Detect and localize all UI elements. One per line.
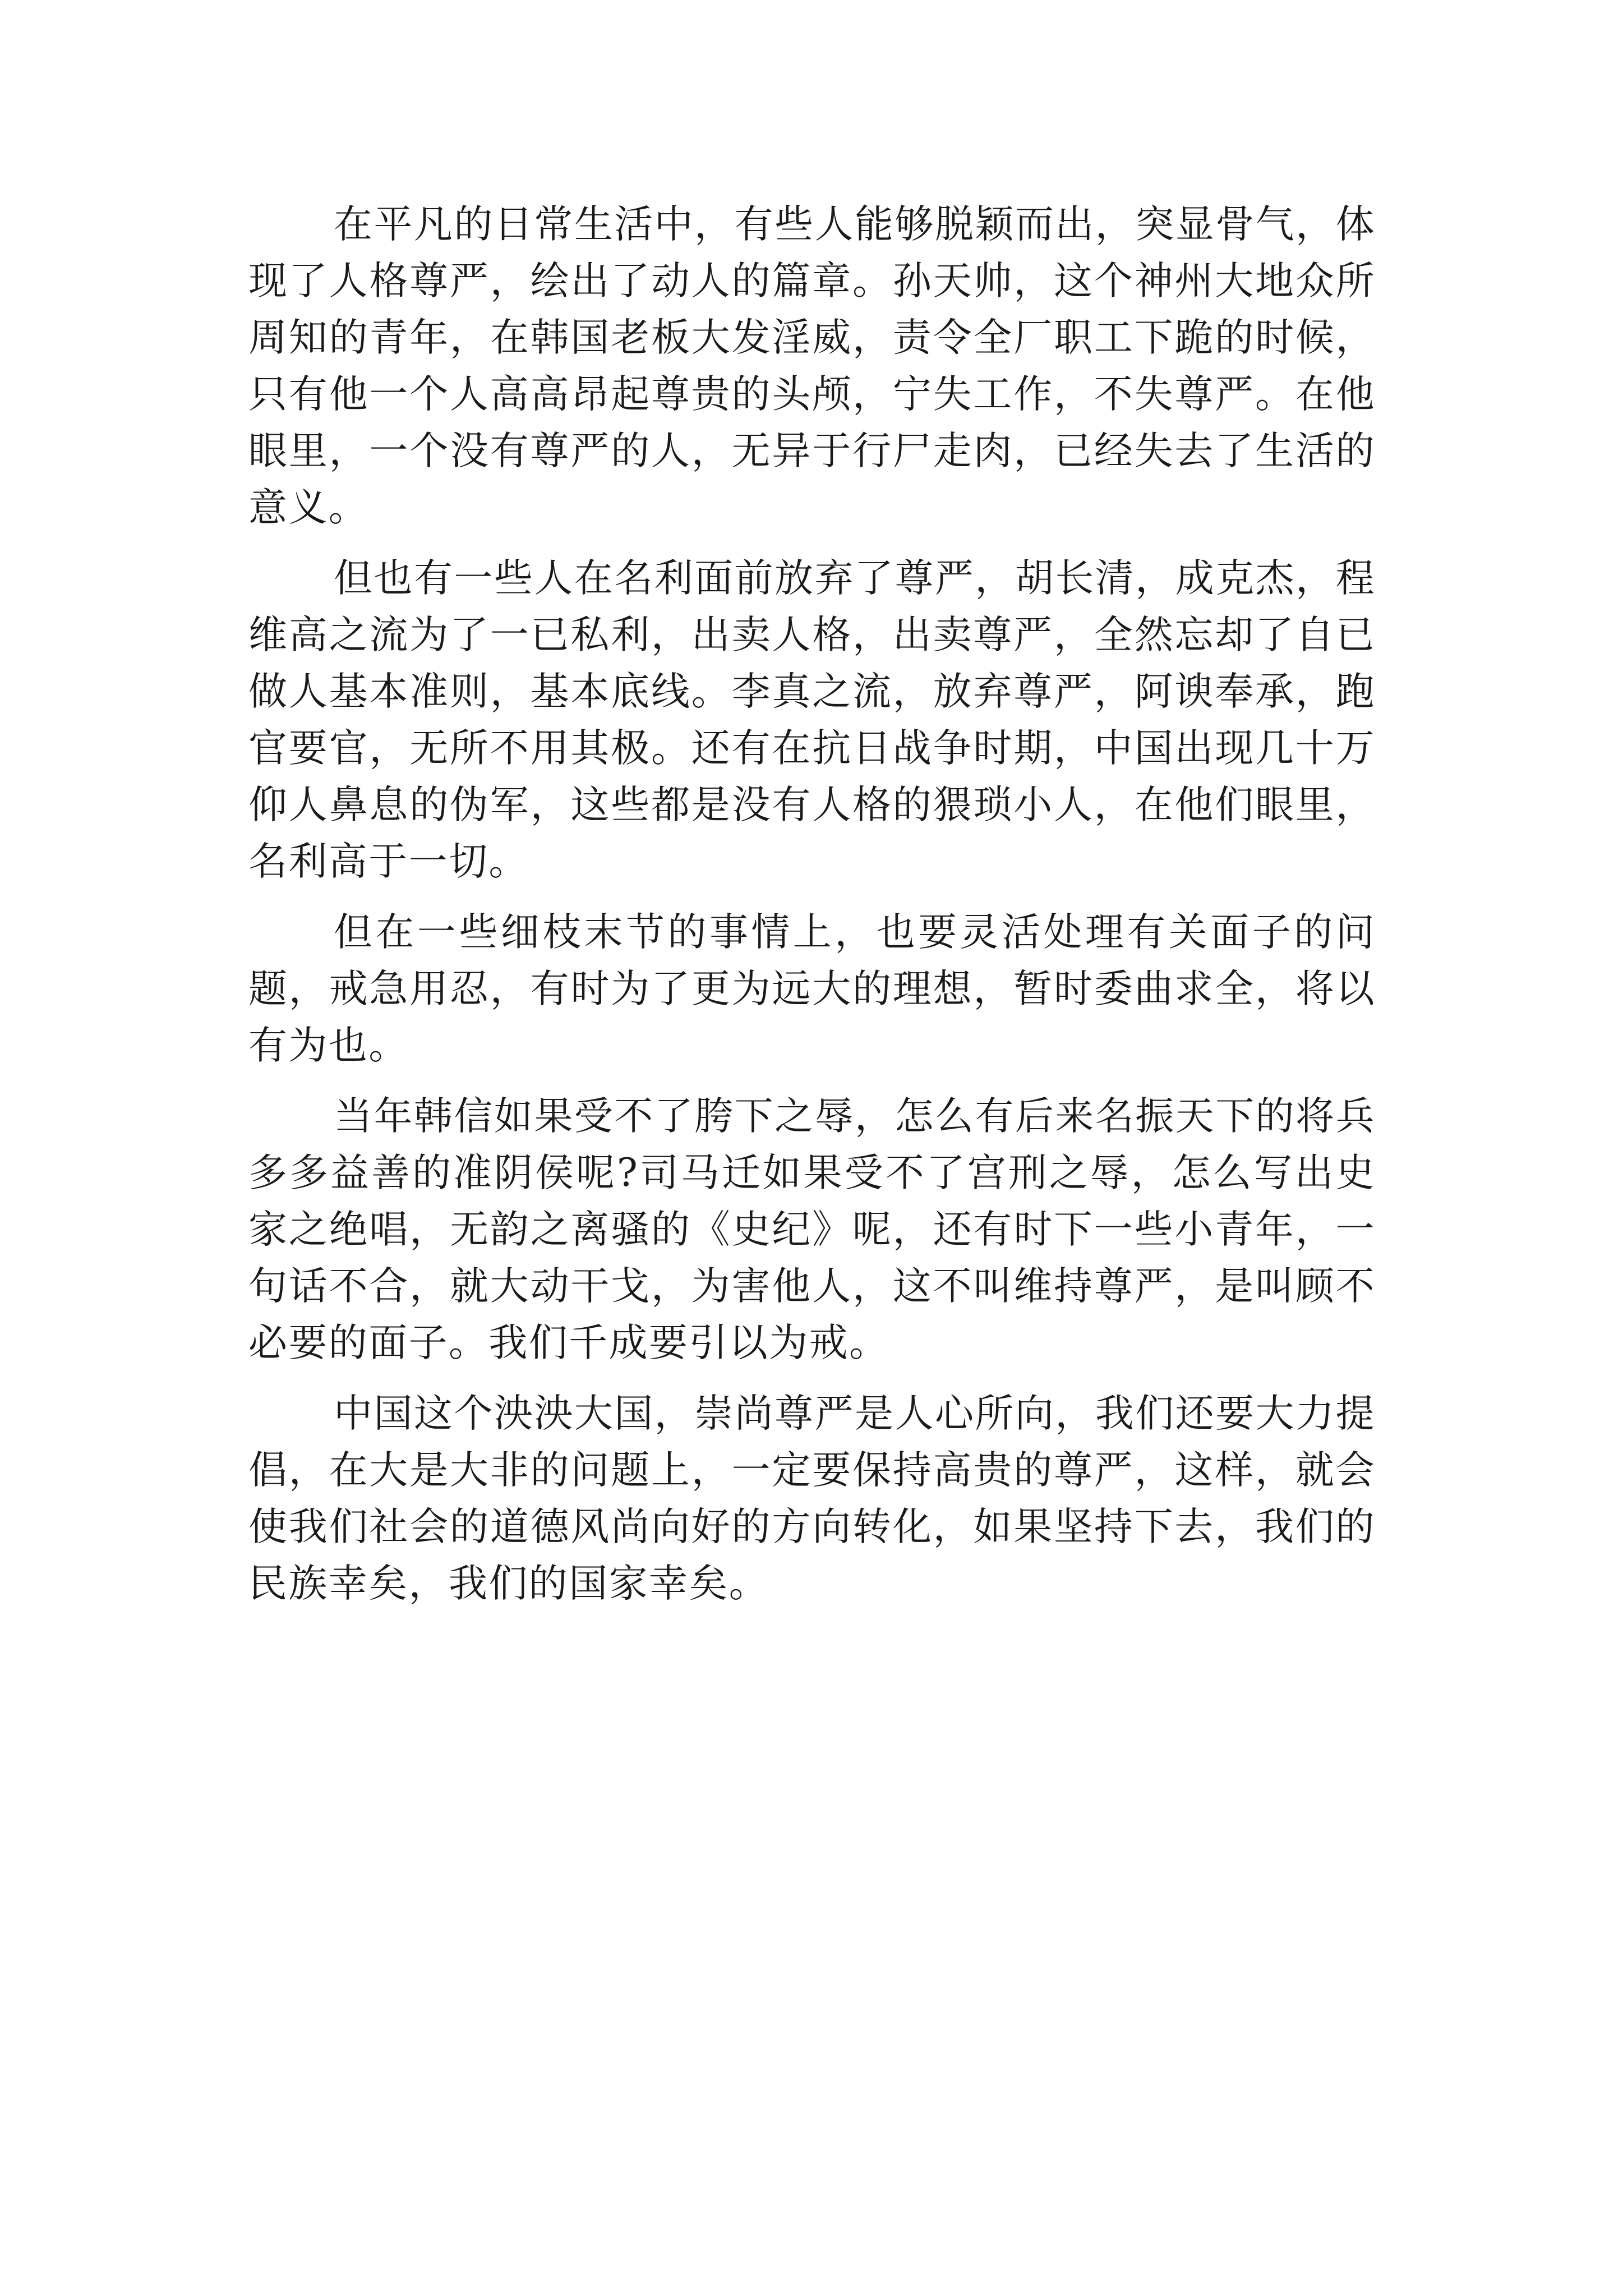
paragraph-2: 但也有一些人在名利面前放弃了尊严，胡长清，成克杰，程维高之流为了一已私利，出卖人格，出卖尊严，全然忘却了自已做人基本准则，基本底线。李真之流，放弃尊严，阿谀奉承，跑官要官，无所不用其极。还有在抗日战争时期，中国出现几十万仰人鼻息的伪军，这些都是没有人格的猥琐小人，在他们眼里，名利高于一切。 — [248, 556, 1376, 884]
document-body — [248, 196, 1376, 1612]
paragraph-4: 当年韩信如果受不了胯下之辱，怎么有后来名振天下的将兵多多益善的准阴侯呢?司马迁如果受不了宫刑之辱，怎么写出史家之绝唱，无韵之离骚的《史纪》呢，还有时下一些小青年，一句话不合，就大动干戈，为害他人，这不叫维持尊严，是叫顾不必要的面子。我们千成要引以为戒。 — [248, 1094, 1376, 1365]
paragraph-3: 但在一些细枝末节的事情上，也要灵活处理有关面子的问题，戒急用忍，有时为了更为远大的理想，暂时委曲求全，将以有为也。 — [248, 910, 1376, 1068]
paragraph-1: 在平凡的日常生活中，有些人能够脱颖而出，突显骨气，体现了人格尊严，绘出了动人的篇章。孙天帅，这个神州大地众所周知的青年，在韩国老板大发淫威，责令全厂职工下跪的时候，只有他一个人高高昂起尊贵的头颅，宁失工作，不失尊严。在他眼里，一个没有尊严的人，无异于行尸走肉，已经失去了生活的意义。 — [248, 202, 1376, 530]
paragraph-5: 中国这个泱泱大国，崇尚尊严是人心所向，我们还要大力提倡，在大是大非的问题上，一定要保持高贵的尊严，这样，就会使我们社会的道德风尚向好的方向转化，如果坚持下去，我们的民族幸矣，我们的国家幸矣。 — [248, 1391, 1376, 1606]
